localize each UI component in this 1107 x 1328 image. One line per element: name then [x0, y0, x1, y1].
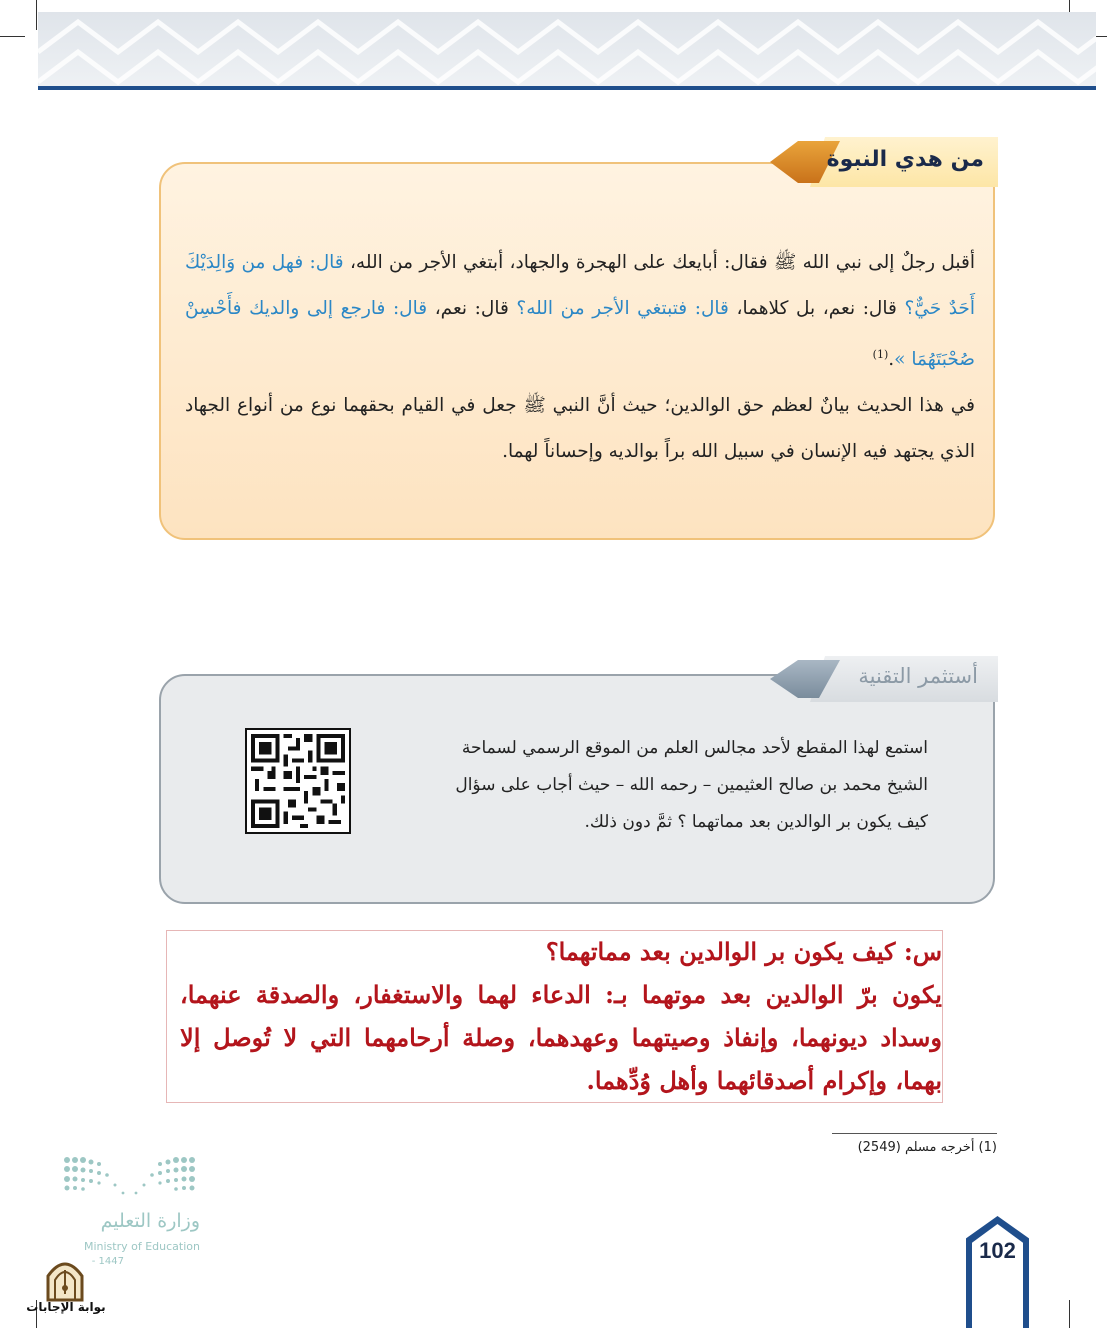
ministry-name-en: Ministry of Education: [83, 1240, 200, 1253]
hadith-paragraph: [185, 240, 975, 383]
footnote-ref[interactable]: (1): [872, 348, 889, 361]
hadith-quote: قال: فتبتغي الأجر من الله؟: [516, 298, 729, 319]
crop-mark: [36, 0, 37, 30]
hadith-quote: قال: فارجع إلى والديك فأَحْسِنْ صُحْبَتَهُمَا »: [185, 298, 975, 371]
answer-question: س: كيف يكون بر الوالدين بعد مماتهما؟: [545, 937, 942, 966]
hadith-section-tab: [770, 137, 998, 187]
answer-content: [180, 930, 942, 1102]
crop-mark: [0, 36, 25, 37]
hadith-section-title: من هدي النبوة: [826, 147, 984, 172]
hadith-text: [185, 240, 975, 475]
footnote: (1) أخرجه مسلم (2549): [857, 1140, 997, 1155]
qr-code-icon[interactable]: [245, 728, 351, 834]
tech-section-title: أستثمر التقنية: [858, 664, 978, 688]
qr-pattern: [247, 730, 349, 832]
portal-name: بوابة الإجابات: [26, 1300, 106, 1314]
page-number: 102: [979, 1238, 1016, 1263]
hadith-narration: قال: نعم، بل كلاهما،: [728, 298, 905, 319]
crop-mark: [1069, 1300, 1070, 1328]
footnote-divider: [832, 1133, 997, 1134]
geometric-pattern-icon: [38, 12, 1096, 86]
tech-instruction: استمع لهذا المقطع لأحد مجالس العلم من الموقع الرسمي لسماحة الشيخ محمد بن صالح العثيمين – رحمه الله – حيث أجاب على سؤال كيف يكون بر الوالدين بعد مماتهما ؟ ثمَّ دون ذلك.: [455, 738, 928, 832]
ministry-logo-icon: [62, 1155, 197, 1200]
ministry-name-ar: وزارة التعليم: [100, 1210, 200, 1232]
tech-section-tab: [770, 656, 998, 702]
hadith-narration: قال: نعم،: [427, 298, 517, 319]
hadith-explanation: في هذا الحديث بيانٌ لعظم حق الوالدين؛ حيث أنَّ النبي ﷺ جعل في القيام بحقهما نوع من أنواع الجهاد الذي يجتهد فيه الإنسان في سبيل الله براً بوالديه وإحساناً لهما.: [185, 395, 975, 463]
header-pattern: [38, 12, 1096, 86]
answer-body: يكون برّ الوالدين بعد موتهما بـ: الدعاء لهما والاستغفار، والصدقة عنهما، وسداد ديونهما، وإنفاذ وصيتهما وعهدهما، وصلة أرحامهما التي لا تُوصل إلا بهما، وإكرام أصدقائهما وأهل وُدِّهما.: [180, 980, 942, 1095]
hadith-quote: قال: فهل من وَالِدَيْكَ أَحَدٌ حَيٌّ؟: [185, 252, 976, 319]
portal-logo-icon: [44, 1256, 86, 1302]
header-divider: [38, 86, 1096, 90]
ministry-year: - 1447: [91, 1256, 124, 1267]
hadith-narration: أقبل رجلٌ إلى نبي الله ﷺ فقال: أبايعك على الهجرة والجهاد، أبتغي الأجر من الله،: [343, 252, 975, 273]
hadith-narration: .: [888, 349, 895, 371]
